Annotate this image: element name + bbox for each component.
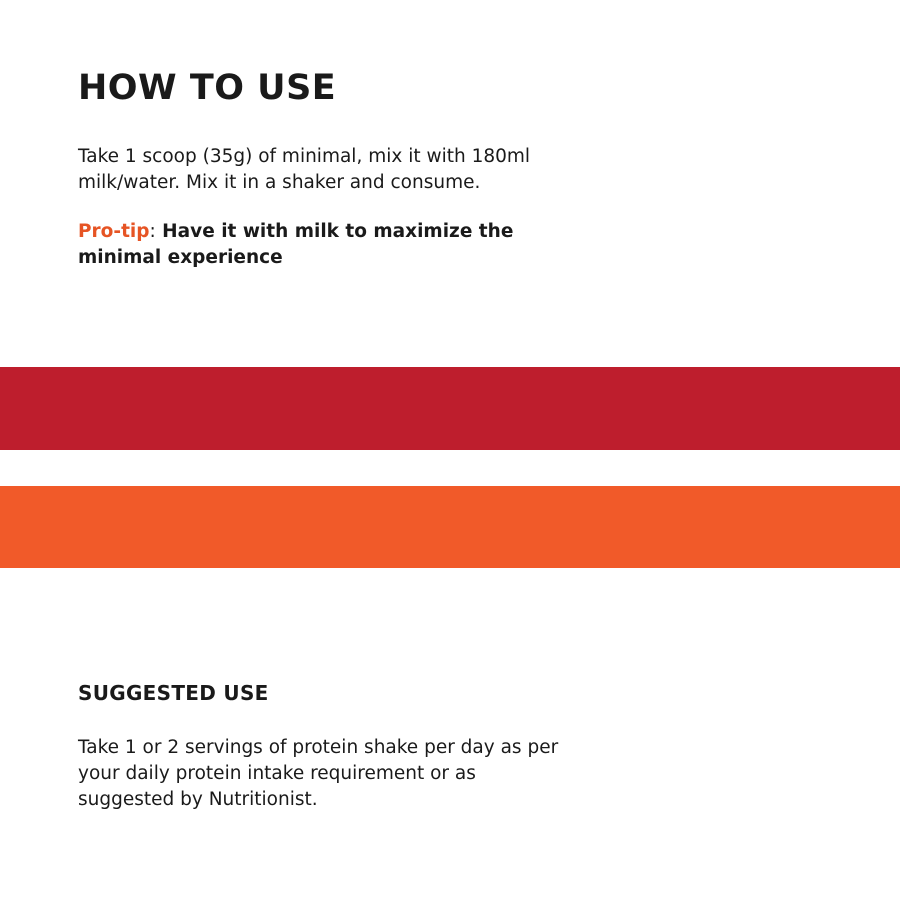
suggested-line-2: your daily protein intake requirement or as [78,763,476,784]
red-stripe [0,367,900,450]
how-to-use-title: HOW TO USE [78,68,337,108]
pro-tip [78,219,598,271]
pro-tip-colon: : [149,221,156,242]
suggested-line-3: suggested by Nutritionist. [78,789,318,810]
instructions-line-2: milk/water. Mix it in a shaker and consume. [78,172,481,193]
suggested-use-text [78,735,638,813]
pro-tip-text-2: minimal experience [78,247,283,268]
pro-tip-text-1: Have it with milk to maximize the [155,221,514,242]
orange-stripe [0,486,900,568]
suggested-use-title: SUGGESTED USE [78,681,269,705]
pro-tip-label: Pro-tip [78,221,150,242]
instructions-line-1: Take 1 scoop (35g) of minimal, mix it with 180ml [78,146,531,167]
how-to-use-instructions [78,144,598,196]
pro-tip-line-1 [78,219,598,245]
suggested-line-1: Take 1 or 2 servings of protein shake per day as per [78,737,559,758]
